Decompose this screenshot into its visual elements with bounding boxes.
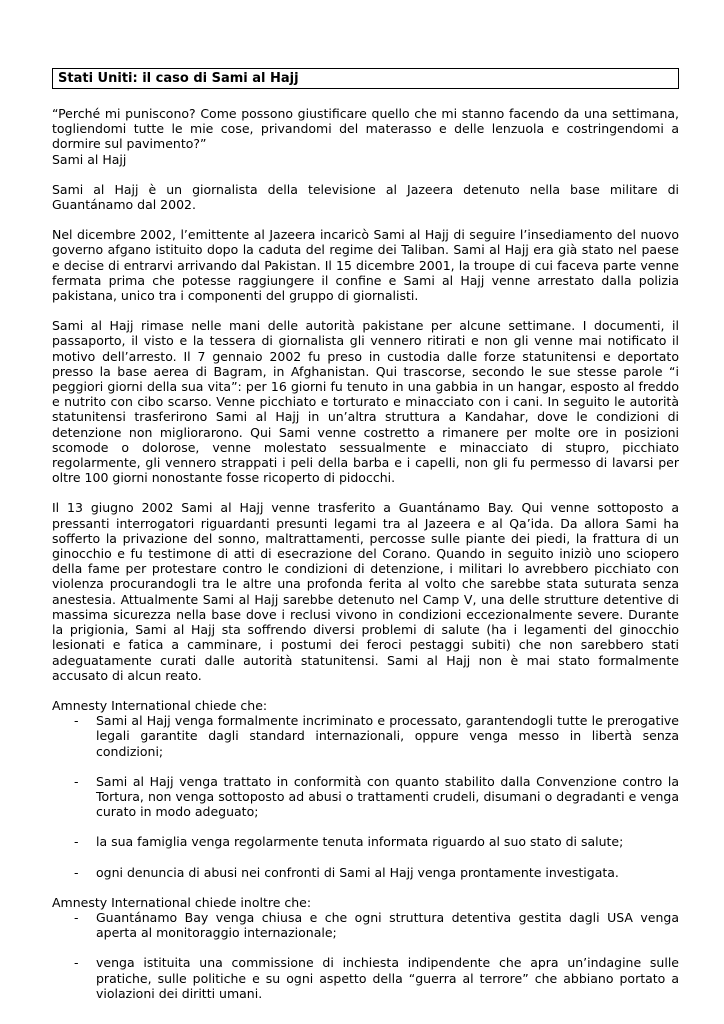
dash-bullet: -: [74, 834, 79, 850]
list-item: [52, 865, 679, 880]
list-item-text: Guantánamo Bay venga chiusa e che ogni struttura detentiva gestita dagli USA venga aperta al monitoraggio internazionale;: [96, 909, 679, 941]
opening-quote: “Perché mi puniscono? Come possono giustificare quello che mi stanno facendo da una settimana, togliendomi tutte le mie cose, privandomi del materasso e delle lenzuola e costringendomi a dormire sul pavimento?”: [52, 106, 679, 152]
quote-author: Sami al Hajj: [52, 151, 127, 167]
page-title: Stati Uniti: il caso di Sami al Hajj: [52, 68, 679, 89]
demands-list: [52, 713, 679, 880]
demands-intro: Amnesty International chiede che:: [52, 697, 268, 713]
list-item-text: venga istituita una commissione di inchiesta indipendente che apra un’indagine sulle pratiche, sulle politiche e su ogni aspetto della “guerra al terrore” che abbiano portato a violazioni dei diritti umani.: [96, 955, 679, 1001]
dash-bullet: -: [74, 773, 79, 789]
paragraph-guantanamo: Il 13 giugno 2002 Sami al Hajj venne trasferito a Guantánamo Bay. Qui venne sottoposto a pressanti interrogatori riguardanti presunti legami tra al Jazeera e al Qa’ida. Da allora Sami ha sofferto la privazione del sonno, maltrattamenti, percosse sulle piante dei piedi, la frattura di un ginocchio e fu testimone di atti di esecrazione del Corano. Quando in seguito iniziò uno sciopero della fame per protestare contro le condizioni di detenzione, i militari lo avrebbero picchiato con violenza procurandogli tra le altre una profonda ferita al volto che sarebbe stata suturata senza anestesia. Attualmente Sami al Hajj sarebbe detenuto nel Camp V, una delle strutture detentive di massima sicurezza nella base dove i reclusi vivono in condizioni eccezionalmente severe. Durante la prigionia, Sami al Hajj sta soffrendo diversi problemi di salute (ha i legamenti del ginocchio lesionati e fatica a camminare, i postumi dei feroci pestaggi subiti) che non sarebbero stati adeguatamente curati dalle autorità statunitensi. Sami al Hajj non è mai stato formalmente accusato di alcun reato.: [52, 500, 679, 683]
list-item-text: la sua famiglia venga regolarmente tenuta informata riguardo al suo stato di salute;: [96, 834, 624, 850]
list-item-text: Sami al Hajj venga trattato in conformità con quanto stabilito dalla Convenzione contro la Tortura, non venga sottoposto ad abusi o trattamenti crudeli, disumani o degradanti e venga curato in modo adeguato;: [96, 773, 679, 820]
dash-bullet: -: [74, 909, 79, 925]
list-item: [52, 910, 679, 940]
dash-bullet: -: [74, 864, 79, 880]
list-item-text: Sami al Hajj venga formalmente incriminato e processato, garantendogli tutte le prerogative legali garantite dagli standard internazionali, oppure venga messo in libertà senza condizioni;: [96, 713, 679, 759]
list-item-text: ogni denuncia di abusi nei confronti di Sami al Hajj venga prontamente investigata.: [96, 864, 619, 880]
list-item: [52, 713, 679, 759]
paragraph-intro: Sami al Hajj è un giornalista della televisione al Jazeera detenuto nella base militare di Guantánamo dal 2002.: [52, 181, 679, 213]
document-page: [52, 68, 679, 1001]
list-item: [52, 774, 679, 820]
list-item: [52, 834, 679, 849]
demands-extra-intro: Amnesty International chiede inoltre che:: [52, 894, 312, 910]
demands-extra-list: [52, 910, 679, 1001]
paragraph-arrest: Nel dicembre 2002, l’emittente al Jazeera incaricò Sami al Hajj di seguire l’insediamento del nuovo governo afgano istituito dopo la caduta del regime dei Taliban. Sami al Hajj era già stato nel paese e decise di entrarvi arrivando dal Pakistan. Il 15 dicembre 2001, la troupe di cui faceva parte venne fermata prima che potesse raggiungere il confine e Sami al Hajj venne arrestato dalla polizia pakistana, unico tra i componenti del gruppo di giornalisti.: [52, 227, 679, 304]
dash-bullet: -: [74, 713, 79, 729]
dash-bullet: -: [74, 955, 79, 971]
paragraph-detention: Sami al Hajj rimase nelle mani delle autorità pakistane per alcune settimane. I documenti, il passaporto, il visto e la tessera di giornalista gli vennero ritirati e non gli venne mai notificato il motivo dell’arresto. Il 7 gennaio 2002 fu preso in custodia dalle forze statunitensi e deportato presso la base aerea di Bagram, in Afghanistan. Qui trascorse, secondo le sue stesse parole “i peggiori giorni della sua vita”: per 16 giorni fu tenuto in una gabbia in un hangar, esposto al freddo e nutrito con cibo scarso. Venne picchiato e torturato e minacciato con i cani. In seguito le autorità statunitensi trasferirono Sami al Hajj in un’altra struttura a Kandahar, dove le condizioni di detenzione non migliorarono. Qui Sami venne costretto a rimanere per molte ore in posizioni scomode o dolorose, venne molestato sessualmente e minacciato di stupro, picchiato regolarmente, gli vennero strappati i peli della barba e i capelli, non gli fu permesso di lavarsi per oltre 100 giorni nonostante fosse ricoperto di pidocchi.: [52, 318, 679, 486]
list-item: [52, 955, 679, 1001]
